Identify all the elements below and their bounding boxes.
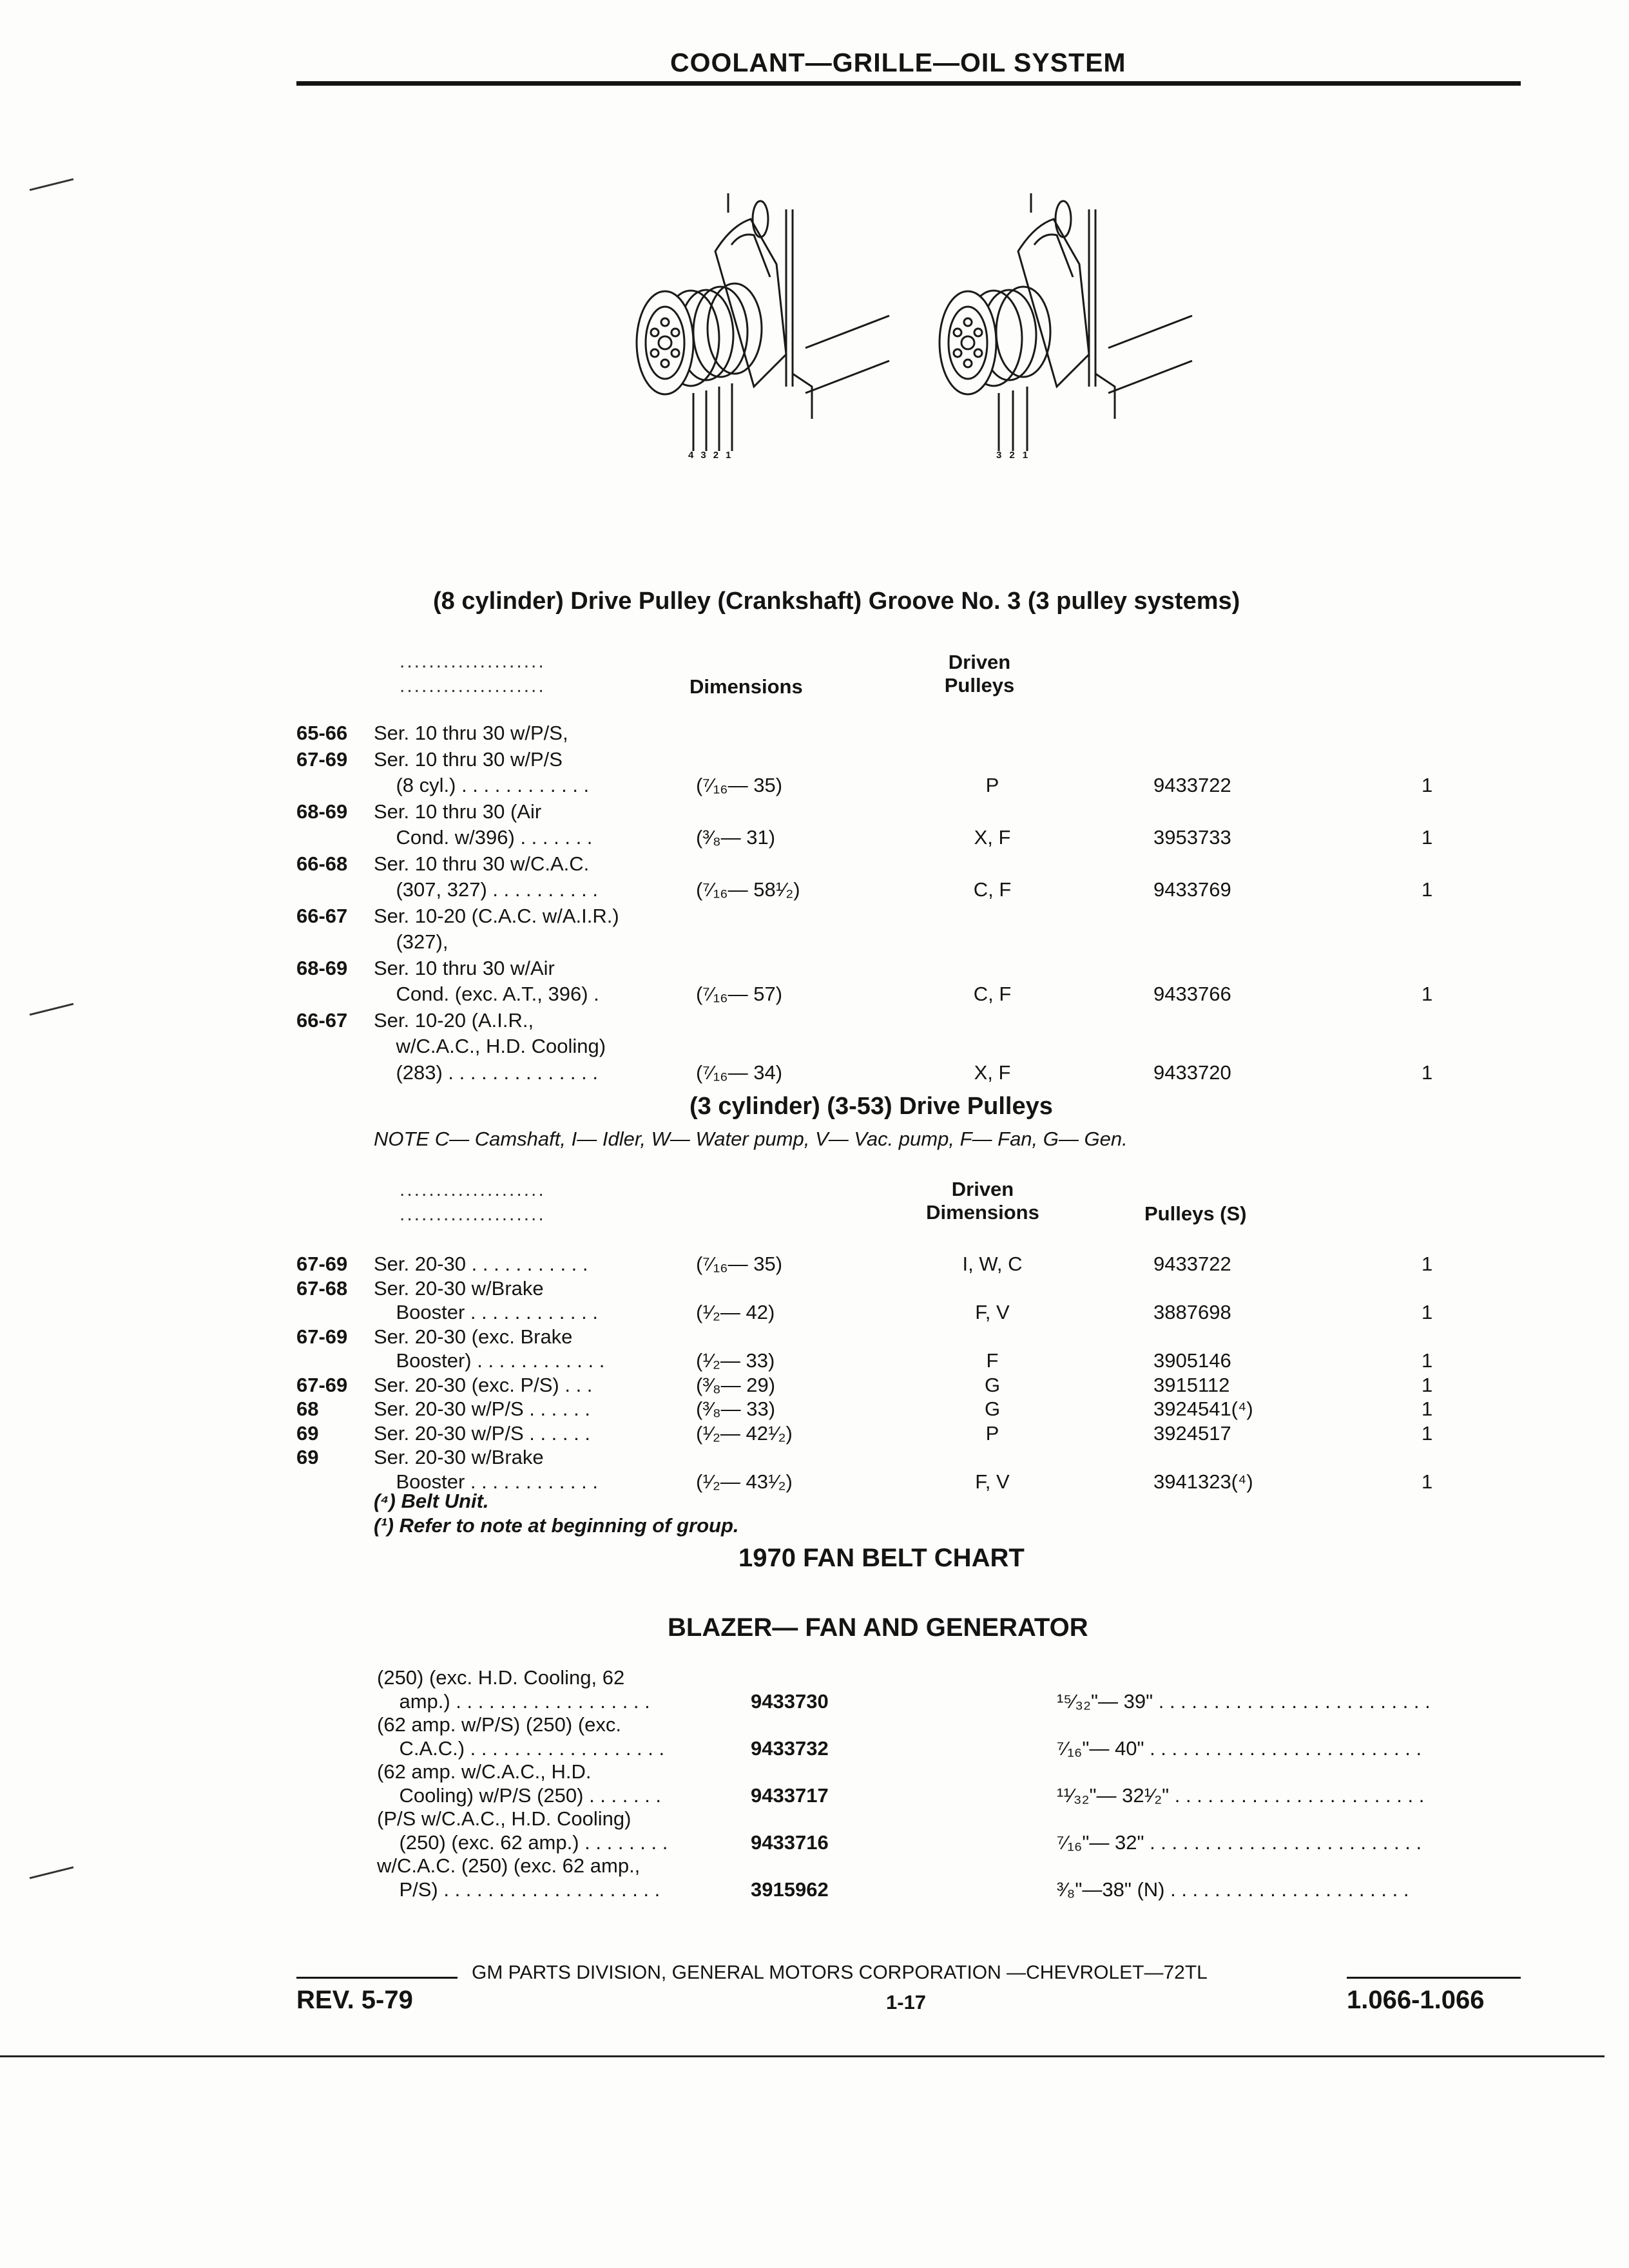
driven-pulleys-cell: G [984, 1373, 1001, 1396]
driven-pulleys-cell: F, V [975, 1301, 1010, 1323]
part-number-cell: 9433717 [751, 1783, 829, 1807]
quantity-cell: 1 [1422, 1253, 1433, 1275]
description-cell: Ser. 20-30 (exc. Brake [374, 1325, 573, 1348]
table-row [0, 722, 1629, 746]
footnote-refer-note: (¹) Refer to note at beginning of group. [374, 1514, 739, 1537]
table-row [0, 1737, 1629, 1762]
driven-pulleys-cell: F, V [975, 1470, 1010, 1493]
quantity-cell: 1 [1422, 1470, 1433, 1493]
year-cell: 65-66 [296, 722, 348, 744]
table-row [0, 774, 1629, 798]
table-row [0, 1446, 1629, 1470]
dimension-cell: (¹⁄₂— 42¹⁄₂) [696, 1421, 793, 1445]
description-cell: (62 amp. w/C.A.C., H.D. [377, 1760, 592, 1783]
scan-mark [30, 178, 74, 191]
col-header-pulleys: Pulleys (S) [1144, 1202, 1247, 1225]
quantity-cell: 1 [1422, 1398, 1433, 1420]
description-cell: (307, 327) . . . . . . . . . . [374, 878, 599, 901]
table-row [0, 748, 1629, 773]
description-cell: Ser. 20-30 . . . . . . . . . . . [374, 1253, 588, 1275]
table-row [0, 1374, 1629, 1398]
quantity-cell: 1 [1422, 1349, 1433, 1372]
driven-pulleys-cell: X, F [974, 1061, 1011, 1084]
table-row [0, 1470, 1629, 1495]
year-cell: 66-67 [296, 904, 348, 927]
year-cell: 67-69 [296, 1325, 348, 1348]
groove-labels-left: 4321 [688, 450, 738, 461]
table-row [0, 1277, 1629, 1302]
page-bottom-rule [0, 2055, 1605, 2057]
part-number-cell: 3915112 [1153, 1373, 1230, 1396]
header-leader-dots: .................... [400, 675, 546, 697]
table-row [0, 826, 1629, 850]
description-cell: w/C.A.C., H.D. Cooling) [374, 1035, 606, 1057]
footer-code: 1.066-1.066 [1347, 1986, 1485, 2014]
description-cell: (250) (exc. H.D. Cooling, 62 [377, 1666, 625, 1689]
quantity-cell: 1 [1422, 826, 1433, 849]
part-number-cell: 9433732 [751, 1736, 829, 1760]
dimension-cell: (³⁄₈— 31) [696, 826, 776, 849]
description-cell: Cond. w/396) . . . . . . . [374, 826, 593, 849]
table-row [0, 1325, 1629, 1350]
year-cell: 68-69 [296, 800, 348, 823]
description-cell: Booster . . . . . . . . . . . . [374, 1301, 598, 1323]
quantity-cell: 1 [1422, 1061, 1433, 1084]
table-row [0, 1831, 1629, 1856]
table-row [0, 905, 1629, 929]
belt-size-cell: ¹⁵⁄₃₂"— 39" . . . . . . . . . . . . . . . . . . . . . . . . . [1057, 1689, 1431, 1713]
description-cell: Ser. 10-20 (C.A.C. w/A.I.R.) [374, 904, 619, 927]
section-8cyl-heading: (8 cylinder) Drive Pulley (Crankshaft) Groove No. 3 (3 pulley systems) [433, 588, 1240, 615]
pulley-illustration [619, 174, 1199, 480]
part-number-cell: 3915962 [751, 1878, 829, 1901]
header-leader-dots: .................... [400, 1179, 546, 1200]
driven-pulleys-cell: F [986, 1349, 999, 1372]
table-row [0, 1807, 1629, 1832]
quantity-cell: 1 [1422, 1301, 1433, 1323]
table-row [0, 1398, 1629, 1422]
table-row [0, 1349, 1629, 1374]
table-row [0, 930, 1629, 955]
table-row [0, 1301, 1629, 1325]
table-row [0, 1035, 1629, 1059]
description-cell: Booster . . . . . . . . . . . . [374, 1470, 598, 1493]
description-cell: Ser. 10 thru 30 w/P/S, [374, 722, 568, 744]
description-cell: (250) (exc. 62 amp.) . . . . . . . . [377, 1831, 668, 1854]
table-row [0, 1690, 1629, 1715]
belt-size-cell: ¹¹⁄₃₂"— 32¹⁄₂" . . . . . . . . . . . . . . . . . . . . . . . [1057, 1783, 1425, 1807]
dimension-cell: (⁷⁄₁₆— 58¹⁄₂) [696, 878, 800, 901]
description-cell: (P/S w/C.A.C., H.D. Cooling) [377, 1807, 631, 1830]
dimension-cell: (³⁄₈— 33) [696, 1398, 776, 1420]
description-cell: Ser. 20-30 w/P/S . . . . . . [374, 1421, 590, 1445]
table-row [0, 1878, 1629, 1903]
description-cell: Booster) . . . . . . . . . . . . [374, 1349, 605, 1372]
year-cell: 67-68 [296, 1276, 348, 1300]
table-row [0, 1854, 1629, 1879]
abbreviation-note: NOTE C— Camshaft, I— Idler, W— Water pump, V— Vac. pump, F— Fan, G— Gen. [374, 1128, 1128, 1150]
year-cell: 67-69 [296, 1253, 348, 1275]
part-number-cell: 9433720 [1153, 1061, 1231, 1084]
quantity-cell: 1 [1422, 1421, 1433, 1445]
table-row [0, 800, 1629, 825]
driven-pulleys-cell: G [984, 1398, 1001, 1420]
table-row [0, 1713, 1629, 1738]
description-cell: (8 cyl.) . . . . . . . . . . . . [374, 774, 590, 796]
description-cell: Ser. 20-30 w/P/S . . . . . . [374, 1398, 590, 1420]
footer-page-number: 1-17 [886, 1991, 927, 2013]
table-row [0, 852, 1629, 877]
footer-rule-right [1347, 1977, 1521, 1979]
dimension-cell: (³⁄₈— 29) [696, 1373, 776, 1396]
part-number-cell: 3941323(⁴) [1153, 1470, 1253, 1493]
description-cell: amp.) . . . . . . . . . . . . . . . . . . [377, 1689, 650, 1713]
quantity-cell: 1 [1422, 983, 1433, 1005]
section-3cyl-heading: (3 cylinder) (3-53) Drive Pulleys [689, 1093, 1053, 1120]
dimension-cell: (⁷⁄₁₆— 35) [696, 1253, 783, 1275]
header-rule [296, 81, 1521, 86]
description-cell: Ser. 10-20 (A.I.R., [374, 1008, 534, 1032]
footnote-belt-unit: (⁴) Belt Unit. [374, 1490, 489, 1512]
driven-pulleys-cell: C, F [973, 878, 1012, 901]
belt-chart-subtitle: BLAZER— FAN AND GENERATOR [668, 1613, 1088, 1642]
description-cell: Ser. 10 thru 30 w/C.A.C. [374, 852, 590, 875]
dimension-cell: (⁷⁄₁₆— 57) [696, 983, 783, 1005]
description-cell: Ser. 10 thru 30 w/Air [374, 956, 555, 979]
belt-size-cell: ³⁄₈"—38" (N) . . . . . . . . . . . . . . . . . . . . . . [1057, 1878, 1409, 1901]
table-row [0, 957, 1629, 981]
dimension-cell: (¹⁄₂— 43¹⁄₂) [696, 1470, 793, 1493]
quantity-cell: 1 [1422, 878, 1433, 901]
description-cell: Ser. 20-30 w/Brake [374, 1446, 544, 1468]
year-cell: 66-67 [296, 1008, 348, 1032]
table-row [0, 1061, 1629, 1086]
description-cell: P/S) . . . . . . . . . . . . . . . . . . . . [377, 1878, 660, 1901]
pulley-assembly-left [637, 193, 889, 451]
col-header-driven-pulleys: Driven Pulleys [944, 651, 1015, 697]
quantity-cell: 1 [1422, 774, 1433, 796]
pulley-assembly-right [940, 193, 1192, 451]
table-row [0, 1009, 1629, 1033]
description-cell: Ser. 20-30 w/Brake [374, 1276, 544, 1300]
year-cell: 69 [296, 1421, 319, 1445]
table-row [0, 878, 1629, 903]
header-leader-dots: .................... [400, 1204, 546, 1225]
header-leader-dots: .................... [400, 651, 546, 672]
dimension-cell: (⁷⁄₁₆— 34) [696, 1061, 783, 1084]
description-cell: (62 amp. w/P/S) (250) (exc. [377, 1713, 622, 1736]
part-number-cell: 9433769 [1153, 878, 1231, 901]
description-cell: C.A.C.) . . . . . . . . . . . . . . . . . . [377, 1736, 665, 1760]
belt-size-cell: ⁷⁄₁₆"— 32" . . . . . . . . . . . . . . . . . . . . . . . . . [1057, 1831, 1422, 1854]
col-header-dimensions: Dimensions [689, 675, 803, 698]
driven-pulleys-cell: I, W, C [962, 1253, 1023, 1275]
quantity-cell: 1 [1422, 1373, 1433, 1396]
part-number-cell: 3924541(⁴) [1153, 1398, 1253, 1420]
description-cell: (283) . . . . . . . . . . . . . . [374, 1061, 598, 1084]
description-cell: Cond. (exc. A.T., 396) . [374, 983, 599, 1005]
year-cell: 69 [296, 1446, 319, 1468]
dimension-cell: (¹⁄₂— 33) [696, 1349, 775, 1372]
driven-pulleys-cell: C, F [973, 983, 1012, 1005]
part-number-cell: 3953733 [1153, 826, 1231, 849]
description-cell: Ser. 10 thru 30 w/P/S [374, 747, 563, 771]
part-number-cell: 9433766 [1153, 983, 1231, 1005]
table-row [0, 1760, 1629, 1785]
footer-revision: REV. 5-79 [296, 1986, 413, 2014]
part-number-cell: 9433722 [1153, 1253, 1231, 1275]
description-cell: w/C.A.C. (250) (exc. 62 amp., [377, 1854, 641, 1877]
col-header-driven-dimensions: Driven Dimensions [926, 1178, 1039, 1224]
description-cell: (327), [374, 930, 448, 953]
part-number-cell: 3887698 [1153, 1301, 1231, 1323]
description-cell: Ser. 20-30 (exc. P/S) . . . [374, 1373, 593, 1396]
part-number-cell: 3905146 [1153, 1349, 1231, 1372]
description-cell: Ser. 10 thru 30 (Air [374, 800, 542, 823]
dimension-cell: (⁷⁄₁₆— 35) [696, 774, 783, 796]
driven-pulleys-cell: P [985, 1421, 999, 1445]
description-cell: Cooling) w/P/S (250) . . . . . . . [377, 1783, 662, 1807]
table-row [0, 1253, 1629, 1277]
belt-size-cell: ⁷⁄₁₆"— 40" . . . . . . . . . . . . . . . . . . . . . . . . . [1057, 1736, 1422, 1760]
part-number-cell: 9433730 [751, 1689, 829, 1713]
year-cell: 68-69 [296, 956, 348, 979]
table-row [0, 1666, 1629, 1691]
table-row [0, 983, 1629, 1007]
table-row [0, 1784, 1629, 1809]
driven-pulleys-cell: X, F [974, 826, 1011, 849]
footer-corporation: GM PARTS DIVISION, GENERAL MOTORS CORPORATION —CHEVROLET—72TL [472, 1962, 1208, 1983]
year-cell: 67-69 [296, 1373, 348, 1396]
part-number-cell: 9433722 [1153, 774, 1231, 796]
groove-labels-right: 321 [996, 450, 1036, 461]
belt-chart-title: 1970 FAN BELT CHART [738, 1544, 1025, 1572]
dimension-cell: (¹⁄₂— 42) [696, 1301, 775, 1323]
part-number-cell: 9433716 [751, 1831, 829, 1854]
table-row [0, 1422, 1629, 1446]
year-cell: 66-68 [296, 852, 348, 875]
page-title: COOLANT—GRILLE—OIL SYSTEM [670, 48, 1126, 77]
part-number-cell: 3924517 [1153, 1421, 1231, 1445]
year-cell: 68 [296, 1398, 319, 1420]
driven-pulleys-cell: P [985, 774, 999, 796]
footer-rule-left [296, 1977, 458, 1979]
year-cell: 67-69 [296, 747, 348, 771]
